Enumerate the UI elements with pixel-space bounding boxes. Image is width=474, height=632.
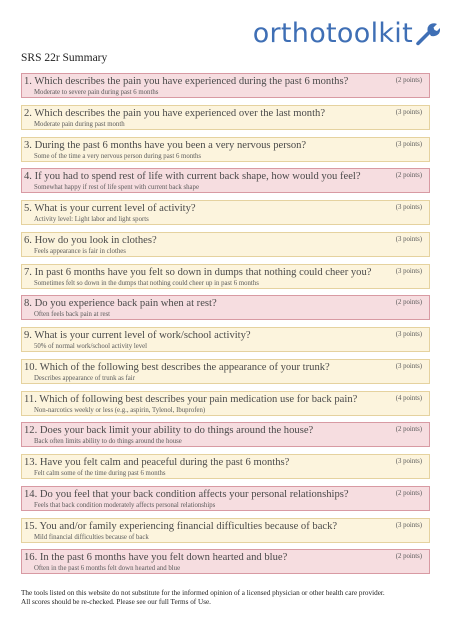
- disclaimer-line-1: The tools listed on this website do not substitute for the informed opinion of a licensed physician or other health care provider.: [21, 589, 385, 597]
- answer-text: Often in the past 6 months felt down hearted and blue: [34, 565, 181, 573]
- question-text: 4. If you had to spend rest of life with current back shape, how would you feel?: [24, 171, 361, 183]
- summary-item: [21, 454, 430, 479]
- points-label: (3 points): [395, 331, 422, 338]
- summary-item: [21, 232, 430, 257]
- points-label: (4 points): [395, 394, 422, 402]
- points-label: (3 points): [395, 235, 422, 243]
- summary-item: [21, 486, 430, 511]
- answer-text: Non-narcotics weekly or less (e.g., aspirin, Tylenol, Ibuprofen): [34, 406, 206, 414]
- summary-item: [21, 168, 430, 193]
- summary-list: [21, 73, 430, 581]
- logo[interactable]: [253, 18, 440, 50]
- points-label: (3 points): [395, 204, 422, 211]
- disclaimer: [21, 589, 441, 607]
- answer-text: Some of the time a very nervous person during past 6 months: [34, 152, 202, 160]
- points-label: (2 points): [395, 553, 422, 561]
- summary-item: [21, 422, 430, 447]
- summary-item: [21, 137, 430, 162]
- answer-text: Feels that back condition moderately affects personal relationships: [34, 501, 216, 509]
- points-label: (2 points): [395, 489, 422, 497]
- answer-text: Describes appearance of trunk as fair: [34, 374, 135, 382]
- points-label: (3 points): [395, 458, 422, 465]
- summary-item: [21, 264, 430, 289]
- answer-text: Moderate to severe pain during past 6 months: [34, 89, 159, 96]
- question-text: 16. In the past 6 months have you felt down hearted and blue?: [24, 552, 288, 564]
- question-text: 5. What is your current level of activity?: [24, 203, 196, 214]
- summary-item: [21, 549, 430, 574]
- question-text: 9. What is your current level of work/school activity?: [24, 330, 251, 341]
- question-text: 13. Have you felt calm and peaceful during the past 6 months?: [24, 457, 290, 468]
- answer-text: Sometimes felt so down in the dumps that nothing could cheer up in past 6 months: [34, 279, 259, 287]
- question-text: 2. Which describes the pain you have experienced over the last month?: [24, 107, 326, 119]
- points-label: (3 points): [395, 267, 422, 275]
- question-text: 1. Which describes the pain you have experienced during the past 6 months?: [24, 76, 349, 87]
- summary-item: [21, 327, 430, 352]
- question-text: 3. During the past 6 months have you been a very nervous person?: [24, 139, 307, 151]
- summary-item: [21, 200, 430, 225]
- question-text: 15. You and/or family experiencing financial difficulties because of back?: [24, 520, 338, 532]
- answer-text: Back often limits ability to do things around the house: [34, 438, 182, 446]
- summary-item: [21, 359, 430, 384]
- question-text: 10. Which of the following best describes the appearance of your trunk?: [24, 361, 330, 373]
- question-text: 8. Do you experience back pain when at rest?: [24, 298, 217, 310]
- points-label: (2 points): [395, 299, 422, 307]
- wrench-icon: [414, 22, 440, 46]
- summary-item: [21, 295, 430, 320]
- points-label: (3 points): [395, 108, 422, 116]
- logo-text: orthotoolkit: [252, 18, 413, 49]
- summary-item: [21, 73, 430, 98]
- answer-text: Moderate pain during past month: [34, 120, 125, 128]
- answer-text: 50% of normal work/school activity level: [34, 343, 148, 350]
- summary-item: [21, 391, 430, 416]
- summary-item: [21, 105, 430, 130]
- answer-text: Often feels back pain at rest: [34, 311, 111, 319]
- points-label: (3 points): [395, 362, 422, 370]
- points-label: (3 points): [395, 521, 422, 529]
- points-label: (2 points): [395, 172, 422, 180]
- points-label: (3 points): [395, 140, 422, 148]
- question-text: 14. Do you feel that your back condition affects your personal relationships?: [24, 488, 349, 500]
- answer-text: Activity level: Light labor and light sports: [34, 216, 149, 223]
- points-label: (2 points): [395, 426, 422, 434]
- summary-item: [21, 518, 430, 543]
- page-title: SRS 22r Summary: [21, 52, 108, 64]
- answer-text: Felt calm some of the time during past 6 months: [34, 470, 166, 477]
- question-text: 7. In past 6 months have you felt so down in dumps that nothing could cheer you?: [24, 266, 372, 278]
- answer-text: Somewhat happy if rest of life spent with current back shape: [34, 184, 199, 192]
- answer-text: Feels appearance is fair in clothes: [34, 247, 126, 255]
- answer-text: Mild financial difficulties because of back: [34, 533, 149, 541]
- question-text: 12. Does your back limit your ability to do things around the house?: [24, 425, 314, 437]
- question-text: 6. How do you look in clothes?: [24, 234, 157, 246]
- question-text: 11. Which of following best describes your pain medication use for back pain?: [24, 393, 358, 405]
- points-label: (2 points): [395, 77, 422, 84]
- disclaimer-line-2: All scores should be re-checked. Please see our full Terms of Use.: [21, 598, 211, 606]
